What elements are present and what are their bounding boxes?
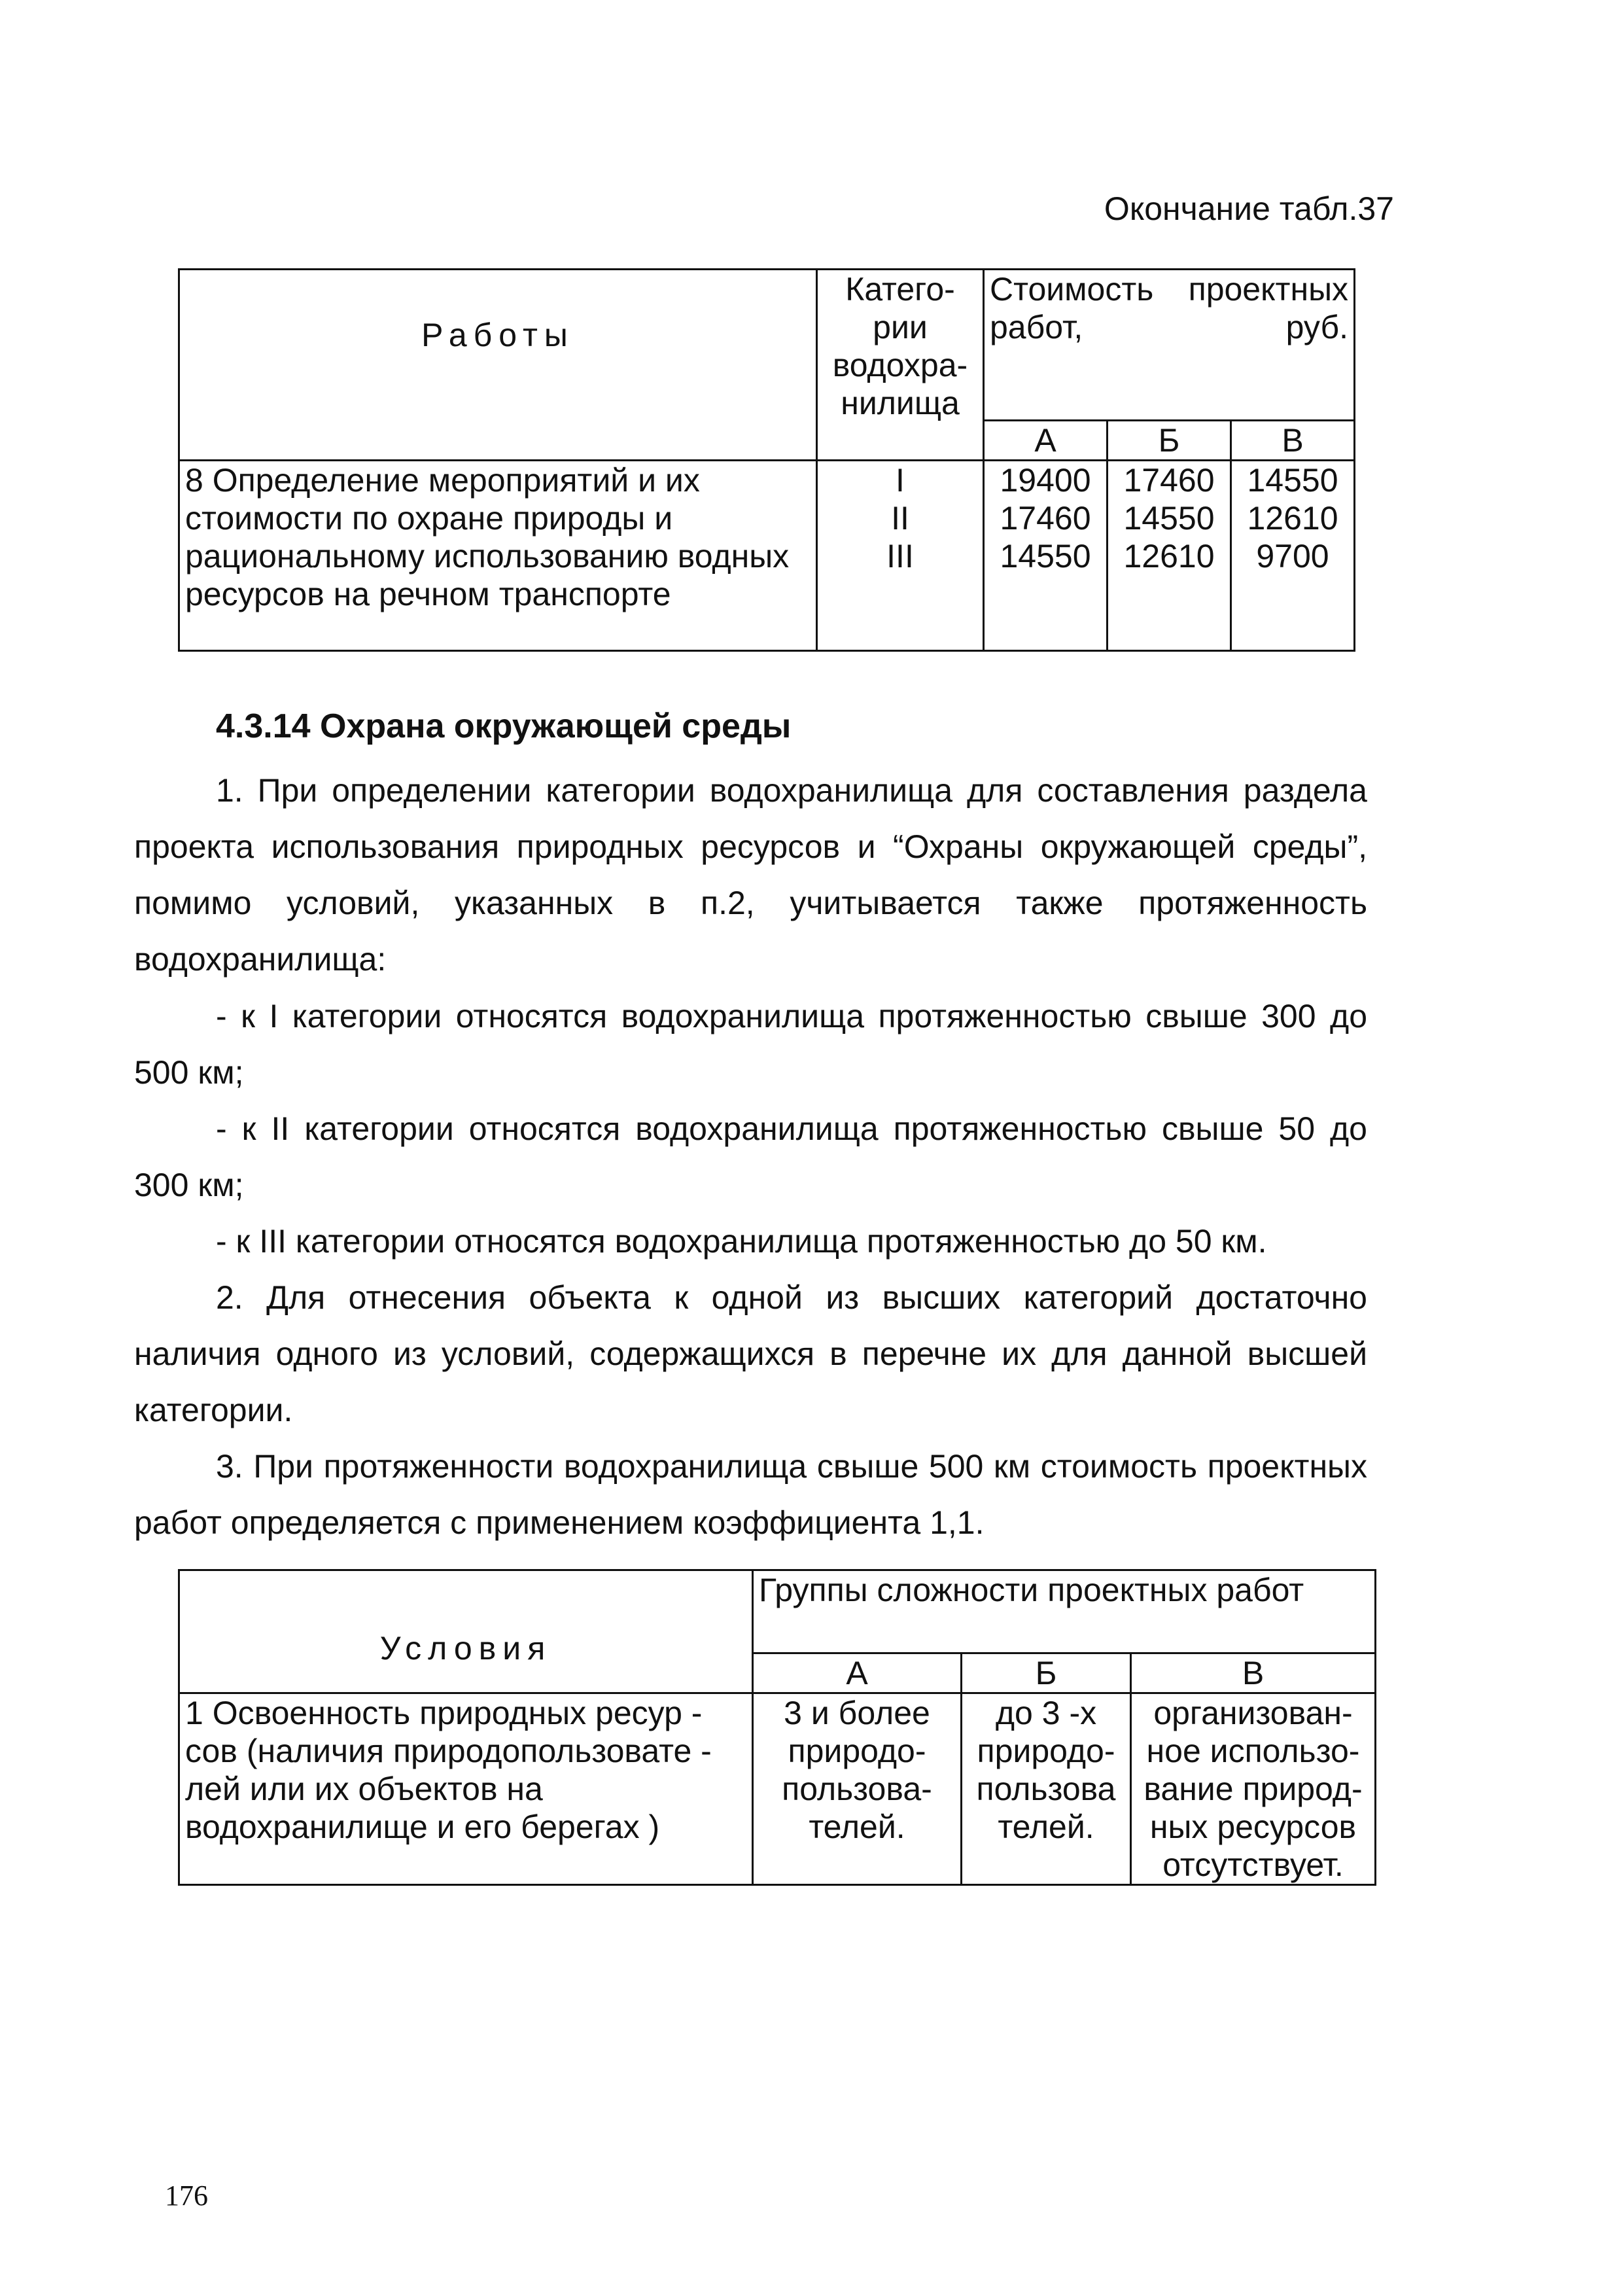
group-b-header: Б [1108, 421, 1231, 461]
group-a-header: А [753, 1653, 962, 1693]
group-c-header: В [1231, 421, 1355, 461]
cost-table [178, 268, 1355, 652]
table-row [179, 1693, 1376, 1885]
cost-b-cell: 17460 14550 12610 [1108, 461, 1231, 651]
group-a-cell: 3 и более природо- пользова- телей. [753, 1693, 962, 1885]
paragraph: 3. При протяженности водохранилища свыше 500 км стоимость проектных работ определяется с применением коэффициента 1,1. [134, 1448, 1367, 1541]
group-b-header: Б [962, 1653, 1131, 1693]
paragraph: - к III категории относятся водохранилища протяженностью до 50 км. [216, 1223, 1267, 1260]
cost-header: Стоимость проектных работ, руб. [984, 270, 1355, 421]
cost-a-cell: 19400 17460 14550 [984, 461, 1108, 651]
table-caption: Окончание табл.37 [1104, 190, 1394, 227]
group-a-header: А [984, 421, 1108, 461]
work-cell: 8 Определение мероприятий и их стоимости по охране природы и рациональному использованию водных ресурсов на речном транспорте [179, 461, 817, 651]
cost-c-cell: 14550 12610 9700 [1231, 461, 1355, 651]
table-row [179, 461, 1355, 651]
groups-header: Группы сложности проектных работ [753, 1570, 1376, 1653]
group-c-cell: организован- ное использо- вание природ- ных ресурсов отсутствует. [1131, 1693, 1376, 1885]
category-cell: I II III [817, 461, 984, 651]
conditions-table [178, 1569, 1376, 1886]
paragraph: - к I категории относятся водохранилища протяженностью свыше 300 до 500 км; [134, 998, 1367, 1091]
category-header: Катего- рии водохра- нилища [817, 270, 984, 461]
group-c-header: В [1131, 1653, 1376, 1693]
condition-cell: 1 Освоенность природных ресур - сов (наличия природопользовате - лей или их объектов на водохранилище и его берегах ) [179, 1693, 753, 1885]
paragraph: - к II категории относятся водохранилища протяженностью свыше 50 до 300 км; [134, 1110, 1367, 1203]
works-header: Работы [179, 270, 817, 461]
paragraph: 1. При определении категории водохранилища для составления раздела проекта использования природных ресурсов и “Охраны окружающей среды”, помимо условий, указанных в п.2, учитывается также протяженность водохранилища: [134, 772, 1367, 978]
group-b-cell: до 3 -х природо- пользова телей. [962, 1693, 1131, 1885]
section-heading: 4.3.14 Охрана окружающей среды [216, 707, 792, 745]
paragraph: 2. Для отнесения объекта к одной из высших категорий достаточно наличия одного из условий, содержащихся в перечне их для данной высшей категории. [134, 1279, 1367, 1428]
page-number: 176 [165, 2180, 208, 2212]
conditions-header: Условия [179, 1570, 753, 1693]
